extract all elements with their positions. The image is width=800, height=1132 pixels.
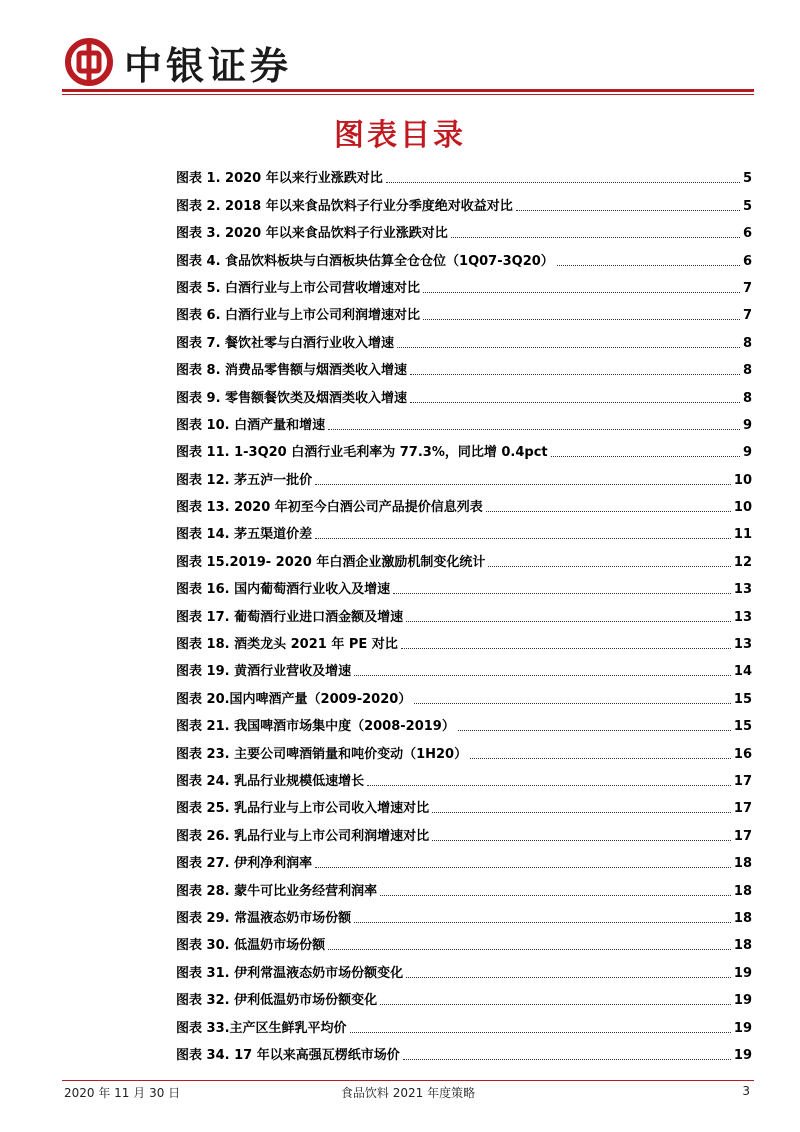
toc-item[interactable] <box>176 352 752 379</box>
toc-item-page: 12 <box>733 554 752 570</box>
toc-item-label: 图表 9. 零售额餐饮类及烟酒类收入增速 <box>176 390 408 406</box>
toc-item[interactable] <box>176 516 752 543</box>
toc-title: 图表目录 <box>334 118 466 153</box>
toc-item-page: 10 <box>733 500 752 516</box>
toc-item[interactable] <box>176 215 752 242</box>
toc-item[interactable] <box>176 489 752 516</box>
toc-item-label: 图表 17. 葡萄酒行业进口酒金额及增速 <box>176 609 404 625</box>
toc-item[interactable] <box>176 324 752 351</box>
toc-leader-dots <box>516 210 740 211</box>
footer-date: 2020 年 11 月 30 日 <box>64 1086 181 1100</box>
toc-item-page: 19 <box>733 1047 752 1063</box>
toc-item-page: 13 <box>733 609 752 625</box>
toc-item-label: 图表 24. 乳品行业规模低速增长 <box>176 773 365 789</box>
toc-item[interactable] <box>176 927 752 954</box>
toc-item-label: 图表 13. 2020 年初至今白酒公司产品提价信息列表 <box>176 500 483 516</box>
toc-item-label: 图表 31. 伊利常温液态奶市场份额变化 <box>176 965 404 981</box>
toc-item[interactable] <box>176 790 752 817</box>
toc-item[interactable] <box>176 297 752 324</box>
toc-item-label: 图表 4. 食品饮料板块与白酒板块估算全仓仓位（1Q07-3Q20） <box>176 253 554 269</box>
toc-leader-dots <box>557 265 740 266</box>
toc-item[interactable] <box>176 242 752 269</box>
toc-item[interactable] <box>176 735 752 762</box>
header-rule-thin <box>62 94 754 95</box>
toc-leader-dots <box>401 648 731 649</box>
toc-item-page: 7 <box>742 308 752 324</box>
toc-leader-dots <box>410 374 740 375</box>
toc-item[interactable] <box>176 571 752 598</box>
toc-item-page: 15 <box>733 691 752 707</box>
toc-item[interactable] <box>176 187 752 214</box>
toc-leader-dots <box>423 319 740 320</box>
toc-leader-dots <box>380 1004 731 1005</box>
toc-item-page: 5 <box>742 198 752 214</box>
toc-item-page: 18 <box>733 856 752 872</box>
toc-item[interactable] <box>176 763 752 790</box>
footer-page-number: 3 <box>742 1084 750 1098</box>
toc-leader-dots <box>328 949 731 950</box>
toc-item-label: 图表 23. 主要公司啤酒销量和吨价变动（1H20） <box>176 746 468 762</box>
toc-leader-dots <box>458 730 731 731</box>
toc-item[interactable] <box>176 626 752 653</box>
page-footer <box>62 1084 754 1100</box>
toc-leader-dots <box>315 538 731 539</box>
toc-leader-dots <box>386 182 740 183</box>
toc-item-label: 图表 2. 2018 年以来食品饮料子行业分季度绝对收益对比 <box>176 198 513 214</box>
toc-item-page: 17 <box>733 801 752 817</box>
toc-leader-dots <box>328 429 740 430</box>
toc-item-page: 7 <box>742 280 752 296</box>
toc-item-label: 图表 18. 酒类龙头 2021 年 PE 对比 <box>176 637 398 653</box>
toc-item-page: 8 <box>742 390 752 406</box>
toc-item[interactable] <box>176 680 752 707</box>
toc-item-page: 17 <box>733 828 752 844</box>
boc-logo-icon <box>64 37 114 87</box>
toc-item-page: 19 <box>733 993 752 1009</box>
toc-item-page: 19 <box>733 965 752 981</box>
toc-item-label: 图表 15.2019- 2020 年白酒企业激励机制变化统计 <box>176 554 486 570</box>
footer-report-title: 食品饮料 2021 年度策略 <box>340 1086 476 1100</box>
toc-item-label: 图表 7. 餐饮社零与白酒行业收入增速 <box>176 335 395 351</box>
toc-item-label: 图表 14. 茅五渠道价差 <box>176 527 313 543</box>
toc-item-label: 图表 30. 低温奶市场份额 <box>176 938 326 954</box>
toc-leader-dots <box>423 292 740 293</box>
toc-item[interactable] <box>176 872 752 899</box>
toc-item-label: 图表 27. 伊利净利润率 <box>176 856 313 872</box>
toc-item-page: 15 <box>733 719 752 735</box>
toc-item-label: 图表 11. 1-3Q20 白酒行业毛利率为 77.3%，同比增 0.4pct <box>176 445 548 461</box>
toc-item-page: 9 <box>742 417 752 433</box>
toc-item-page: 18 <box>733 938 752 954</box>
toc-item-label: 图表 16. 国内葡萄酒行业收入及增速 <box>176 582 391 598</box>
toc-item-label: 图表 12. 茅五泸一批价 <box>176 472 313 488</box>
toc-item[interactable] <box>176 598 752 625</box>
toc-item-label: 图表 25. 乳品行业与上市公司收入增速对比 <box>176 801 430 817</box>
toc-leader-dots <box>470 758 731 759</box>
toc-leader-dots <box>410 402 740 403</box>
toc-item[interactable] <box>176 379 752 406</box>
toc-item-page: 13 <box>733 582 752 598</box>
toc-item-page: 14 <box>733 664 752 680</box>
toc-item-page: 16 <box>733 746 752 762</box>
toc-leader-dots <box>315 867 731 868</box>
toc-item[interactable] <box>176 982 752 1009</box>
toc-leader-dots <box>406 621 731 622</box>
toc-leader-dots <box>451 237 740 238</box>
toc-item-page: 11 <box>733 527 752 543</box>
toc-leader-dots <box>414 703 731 704</box>
toc-item-label: 图表 20.国内啤酒产量（2009-2020） <box>176 691 412 707</box>
toc-item[interactable] <box>176 434 752 461</box>
toc-item-page: 18 <box>733 883 752 899</box>
toc-leader-dots <box>354 675 731 676</box>
toc-item-label: 图表 29. 常温液态奶市场份额 <box>176 910 352 926</box>
toc-leader-dots <box>486 511 731 512</box>
toc-item-label: 图表 26. 乳品行业与上市公司利润增速对比 <box>176 828 430 844</box>
toc-leader-dots <box>488 566 731 567</box>
toc-leader-dots <box>350 1032 731 1033</box>
toc-item[interactable] <box>176 543 752 570</box>
toc-leader-dots <box>367 785 731 786</box>
toc-leader-dots <box>432 812 731 813</box>
toc-item[interactable] <box>176 1009 752 1036</box>
footer-rule <box>62 1080 754 1081</box>
toc-item-page: 13 <box>733 637 752 653</box>
toc-item-page: 5 <box>742 171 752 187</box>
toc-leader-dots <box>315 484 731 485</box>
page-header <box>64 36 292 88</box>
toc-item-label: 图表 3. 2020 年以来食品饮料子行业涨跌对比 <box>176 226 448 242</box>
toc-item-page: 6 <box>742 226 752 242</box>
toc-item[interactable] <box>176 708 752 735</box>
toc-item-label: 图表 28. 蒙牛可比业务经营利润率 <box>176 883 378 899</box>
toc-item-label: 图表 21. 我国啤酒市场集中度（2008-2019） <box>176 719 455 735</box>
toc-item-label: 图表 6. 白酒行业与上市公司利润增速对比 <box>176 308 421 324</box>
toc-item-label: 图表 19. 黄酒行业营收及增速 <box>176 664 352 680</box>
toc-leader-dots <box>432 840 731 841</box>
toc-leader-dots <box>380 895 731 896</box>
toc-item-page: 17 <box>733 773 752 789</box>
toc-item-page: 18 <box>733 910 752 926</box>
toc-item[interactable] <box>176 461 752 488</box>
brand-name: 中银证券 <box>124 42 293 88</box>
toc-item-label: 图表 1. 2020 年以来行业涨跌对比 <box>176 171 383 187</box>
toc-item-page: 6 <box>742 253 752 269</box>
toc-item-label: 图表 33.主产区生鲜乳平均价 <box>176 1020 347 1036</box>
toc-item-page: 8 <box>742 335 752 351</box>
toc-item-page: 19 <box>733 1020 752 1036</box>
toc-leader-dots <box>403 1059 731 1060</box>
toc-item-label: 图表 10. 白酒产量和增速 <box>176 417 326 433</box>
toc-item[interactable] <box>176 900 752 927</box>
toc-leader-dots <box>354 922 731 923</box>
toc-item[interactable] <box>176 270 752 297</box>
toc-leader-dots <box>393 593 731 594</box>
toc-item-page: 10 <box>733 472 752 488</box>
toc-leader-dots <box>406 977 731 978</box>
toc-item-label: 图表 32. 伊利低温奶市场份额变化 <box>176 993 378 1009</box>
toc-item-label: 图表 34. 17 年以来高强瓦楞纸市场价 <box>176 1047 400 1063</box>
toc-item-page: 8 <box>742 363 752 379</box>
toc-item[interactable] <box>176 407 752 434</box>
header-rule <box>62 89 754 92</box>
toc-item-page: 9 <box>742 445 752 461</box>
toc-item[interactable] <box>176 845 752 872</box>
toc-leader-dots <box>551 456 740 457</box>
toc-item[interactable] <box>176 1037 752 1064</box>
toc-item[interactable] <box>176 954 752 981</box>
toc-item[interactable] <box>176 653 752 680</box>
toc-item-label: 图表 8. 消费品零售额与烟酒类收入增速 <box>176 363 408 379</box>
toc-list <box>176 160 752 1064</box>
toc-item-label: 图表 5. 白酒行业与上市公司营收增速对比 <box>176 280 421 296</box>
toc-item[interactable] <box>176 160 752 187</box>
toc-leader-dots <box>397 347 740 348</box>
toc-item[interactable] <box>176 817 752 844</box>
